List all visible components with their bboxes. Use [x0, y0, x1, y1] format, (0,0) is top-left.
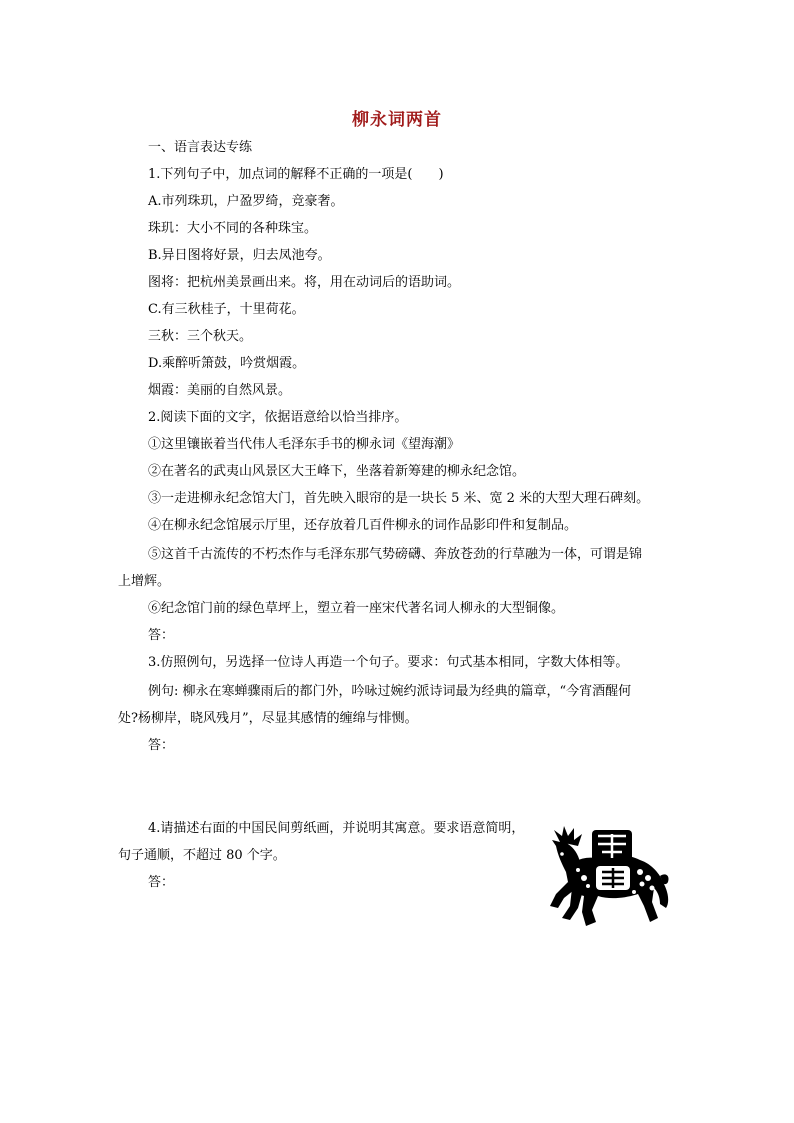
option-c: C.有三秋桂子，十里荷花。: [148, 302, 305, 317]
question-4: 4.请描述右面的中国民间剪纸画，并说明其寓意。要求语意简明，: [148, 821, 525, 836]
question-4-cont: 句子通顺，不超过 80 个字。: [118, 848, 286, 863]
option-b-note: 图将：把杭州美景画出来。将，用在动词后的语助词。: [148, 275, 461, 290]
option-d: D.乘醉听箫鼓，吟赏烟霞。: [148, 356, 306, 371]
document-title: 柳永词两首: [352, 110, 442, 130]
question-2: 2.阅读下面的文字，依据语意给以恰当排序。: [148, 410, 408, 425]
answer-label-3: 答：: [148, 738, 175, 753]
option-a: A.市列珠玑，户盈罗绮，竞豪奢。: [148, 194, 344, 209]
option-c-note: 三秋：三个秋天。: [148, 329, 253, 344]
question-3: 3.仿照例句，另选择一位诗人再造一个句子。要求：句式基本相同，字数大体相等。: [148, 655, 629, 670]
sentence-3: ③一走进柳永纪念馆大门，首先映入眼帘的是一块长 5 米、宽 2 米的大型大理石碑刻。: [148, 491, 650, 506]
sentence-2: ②在著名的武夷山风景区大王峰下，坐落着新筹建的柳永纪念馆。: [148, 464, 526, 479]
answer-label-2: 答：: [148, 628, 175, 643]
sentence-5-cont: 上增辉。: [118, 574, 171, 589]
sentence-5: ⑤这首千古流传的不朽杰作与毛泽东那气势磅礴、奔放苍劲的行草融为一体，可谓是锦: [148, 547, 643, 562]
option-b: B.异日图将好景，归去凤池夸。: [148, 248, 331, 263]
example-sentence: 例句: 柳永在寒蝉骤雨后的都门外，吟咏过婉约派诗词最为经典的篇章，“今宵酒醒何: [148, 684, 632, 699]
paper-cut-horse-image: [548, 822, 672, 930]
answer-label-4: 答：: [148, 875, 175, 890]
option-d-note: 烟霞：美丽的自然风景。: [148, 383, 292, 398]
section-heading: 一、语言表达专练: [148, 140, 253, 155]
example-sentence-cont: 处?杨柳岸，晓风残月”，尽显其感情的缠绵与悱恻。: [118, 711, 418, 726]
sentence-1: ①这里镶嵌着当代伟人毛泽东手书的柳永词《望海潮》: [148, 437, 461, 452]
sentence-4: ④在柳永纪念馆展示厅里，还存放着几百件柳永的词作品影印件和复制品。: [148, 518, 578, 533]
question-1: 1.下列句子中，加点词的解释不正确的一项是( ): [148, 167, 444, 182]
option-a-note: 珠玑：大小不同的各种珠宝。: [148, 221, 318, 236]
sentence-6: ⑥纪念馆门前的绿色草坪上，塑立着一座宋代著名词人柳永的大型铜像。: [148, 601, 565, 616]
